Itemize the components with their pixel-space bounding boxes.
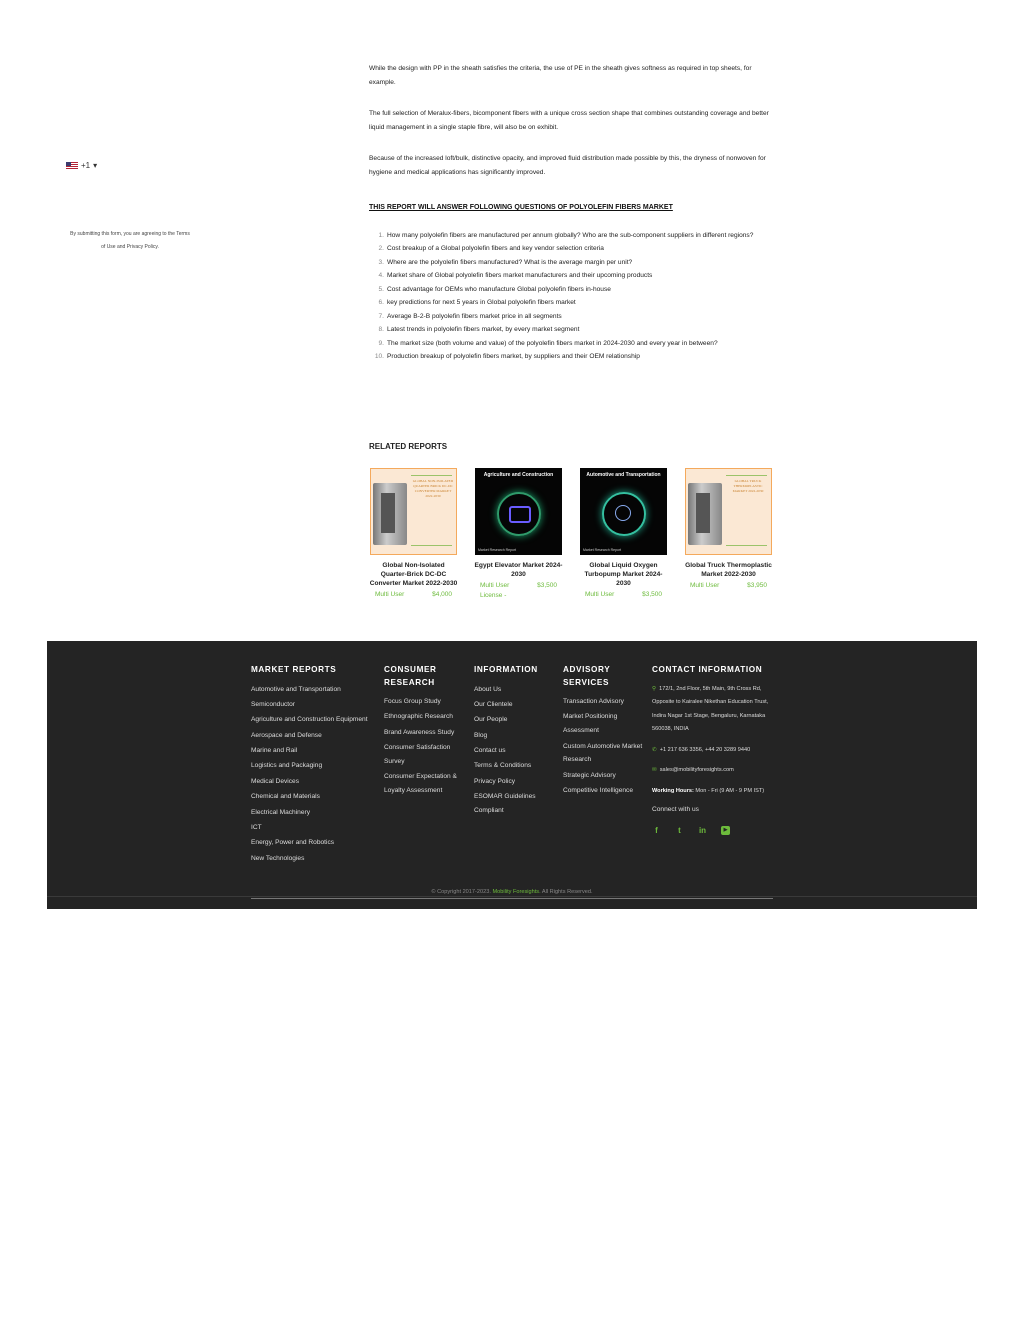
tractor-icon (497, 492, 541, 536)
footer-link[interactable]: Logistics and Packaging (251, 762, 323, 770)
contact-hours (652, 785, 774, 799)
article-paragraph: Because of the increased loft/bulk, distinctive opacity, and improved fluid distribution made possible by this, the dryness of nonwoven for hygiene and medical applications has significantly improved. (369, 155, 766, 176)
footer-divider (47, 896, 977, 897)
question-text: Latest trends in polyolefin fibers market, by every market segment (387, 326, 580, 333)
speedometer-icon (602, 492, 646, 536)
footer-divider (251, 898, 773, 899)
footer-link[interactable]: Consumer Satisfaction Survey (384, 744, 451, 765)
footer-heading: CONTACT INFORMATION (652, 665, 763, 674)
footer-link[interactable]: Our Clientele (474, 700, 513, 708)
location-icon: ⚲ (652, 685, 657, 692)
question-text: Cost advantage for OEMs who manufacture Global polyolefin fibers in-house (387, 285, 611, 293)
cover-divider (411, 475, 452, 476)
price: $3,950 (747, 582, 767, 589)
question-item (369, 242, 769, 256)
question-number: 3. (378, 258, 384, 266)
report-cover-image[interactable] (580, 468, 667, 555)
contact-address (652, 683, 774, 737)
question-item (369, 323, 769, 337)
report-card[interactable] (369, 468, 458, 610)
footer-link[interactable]: Transaction Advisory (563, 698, 624, 705)
truck-part-image (688, 483, 722, 545)
question-item (369, 350, 769, 364)
question-item (369, 310, 769, 324)
report-cover-image[interactable] (475, 468, 562, 555)
footer-link[interactable]: Custom Automotive Market Research (563, 742, 643, 764)
footer-link[interactable]: Blog (474, 731, 488, 739)
copyright (47, 889, 977, 895)
cover-footer: Market Research Report (478, 548, 517, 552)
question-text: Production breakup of polyolefin fibers market, by suppliers and their OEM relationship (387, 353, 640, 360)
question-text: Market share of Global polyolefin fibers market manufacturers and their upcoming products (387, 272, 653, 279)
connect-label: Connect with us (652, 806, 699, 813)
footer-link[interactable]: Chemical and Materials (251, 793, 320, 801)
cover-footer: Market Research Report (583, 548, 622, 552)
question-text: The market size (both volume and value) of the polyolefin fibers market in 2024-2030 and every year in between? (387, 339, 718, 347)
email-icon: ✉ (652, 767, 657, 773)
footer-link[interactable]: Market Positioning Assessment (563, 713, 618, 735)
converter-image (373, 483, 407, 545)
cover-divider (726, 475, 767, 476)
footer-link[interactable]: Automotive and Transportation (251, 685, 341, 693)
questions-heading: THIS REPORT WILL ANSWER FOLLOWING QUESTIONS OF POLYOLEFIN FIBERS MARKET (369, 204, 673, 211)
related-reports-title: RELATED REPORTS (369, 442, 448, 451)
report-card[interactable] (579, 468, 668, 610)
chevron-down-icon: ▾ (93, 161, 98, 170)
footer-link[interactable]: Brand Awareness Study (384, 728, 455, 736)
footer-link[interactable]: Ethnographic Research (384, 713, 453, 721)
questions-list (369, 229, 769, 364)
license-label[interactable]: License - (480, 592, 507, 599)
phone-text[interactable]: +1 217 636 3356, +44 20 3289 9440 (659, 746, 751, 753)
question-number: 8. (378, 326, 384, 333)
cover-category: Automotive and Transportation (586, 472, 661, 478)
price: $3,500 (537, 582, 557, 589)
report-card[interactable] (474, 468, 563, 610)
report-article (369, 62, 769, 364)
question-item (369, 283, 769, 297)
report-card-title[interactable]: Egypt Elevator Market 2024-2030 (474, 562, 563, 578)
question-number: 6. (378, 299, 384, 306)
footer-link[interactable]: Electrical Machinery (251, 808, 310, 816)
hours-text: Mon - Fri (9 AM - 9 PM IST) (695, 787, 765, 794)
footer-market-reports (251, 664, 371, 867)
footer-heading: CONSUMER RESEARCH (384, 665, 437, 687)
twitter-icon[interactable]: t (678, 826, 681, 835)
footer-link[interactable]: Energy, Power and Robotics (251, 839, 335, 847)
question-item (369, 256, 769, 270)
phone-code: +1 (81, 161, 91, 170)
question-item (369, 229, 769, 243)
report-card-extra (474, 592, 563, 599)
report-card[interactable] (684, 468, 773, 610)
cover-divider (411, 545, 452, 546)
footer-link[interactable]: Terms & Conditions (474, 762, 532, 770)
question-text: Average B-2-B polyolefin fibers market price in all segments (387, 312, 562, 320)
email-text[interactable]: sales@mobilityforesights.com (659, 767, 734, 773)
question-text: How many polyolefin fibers are manufactured per annum globally? Who are the sub-component suppliers in different regions? (387, 231, 754, 239)
cover-category: Agriculture and Construction (483, 472, 554, 478)
footer-contact-information (652, 664, 774, 835)
question-number: 7. (378, 312, 384, 320)
license-label[interactable]: Multi User (375, 591, 405, 598)
footer-link[interactable]: Medical Devices (251, 777, 300, 785)
report-card-title[interactable]: Global Truck Thermoplastic Market 2022-2030 (685, 562, 772, 578)
phone-country-select[interactable] (66, 161, 97, 170)
question-number: 5. (378, 285, 384, 293)
report-card-price-row (684, 582, 773, 589)
cover-text: GLOBAL NON-ISOLATED QUARTER BRICK DC-DC CONVERTER MARKET 2022-2030 (412, 479, 454, 498)
phone-icon: ✆ (652, 746, 657, 753)
report-card-price-row (369, 591, 458, 598)
us-flag-icon (66, 162, 78, 169)
license-label[interactable]: Multi User (690, 582, 720, 589)
footer-link[interactable]: Competitive Intelligence (563, 787, 634, 795)
footer-information (474, 664, 554, 819)
footer-link[interactable]: Strategic Advisory (563, 771, 616, 779)
hours-label: Working Hours: (652, 787, 694, 794)
footer-link[interactable]: Our People (474, 716, 508, 724)
copyright-text: © Copyright 2017-2023. (431, 889, 491, 895)
contact-phone[interactable] (652, 744, 774, 758)
report-cover-image[interactable] (685, 468, 772, 555)
question-number: 10. (374, 353, 384, 360)
facebook-icon[interactable]: f (655, 826, 658, 835)
question-text: Cost breakup of a Global polyolefin fibers and key vendor selection criteria (387, 245, 604, 252)
question-item (369, 269, 769, 283)
footer-link[interactable]: Semiconductor (251, 700, 295, 708)
social-links (652, 826, 774, 835)
footer-link[interactable]: ICT (251, 824, 262, 832)
related-reports-carousel (369, 468, 773, 610)
footer-link[interactable]: Marine and Rail (251, 747, 298, 755)
footer-link[interactable]: Aerospace and Defense (251, 731, 322, 739)
footer-consumer-research (384, 664, 464, 800)
question-number: 9. (378, 339, 384, 347)
footer-link[interactable]: Contact us (474, 747, 506, 755)
cover-divider (726, 545, 767, 546)
copyright-text: All Rights Reserved. (541, 889, 593, 895)
site-footer (47, 641, 977, 909)
report-card-price-row (579, 591, 668, 598)
address-text: 172/1, 2nd Floor, 5th Main, 9th Cross Rd, Opposite to Kairalee Nikethan Education Trust, Indira Nagar 1st Stage, Bengaluru, Karnataka 560038, INDIA (652, 685, 769, 732)
contact-email[interactable] (652, 764, 774, 778)
question-text: key predictions for next 5 years in Global polyolefin fibers market (387, 299, 576, 306)
question-number: 2. (378, 245, 384, 252)
footer-link[interactable]: New Technologies (251, 854, 305, 862)
report-cover-image[interactable] (370, 468, 457, 555)
footer-heading: INFORMATION (474, 665, 538, 674)
linkedin-icon[interactable]: in (698, 826, 707, 835)
footer-advisory-services (563, 664, 643, 800)
footer-link[interactable]: About Us (474, 685, 502, 693)
footer-heading: ADVISORY SERVICES (563, 665, 611, 687)
footer-link[interactable]: Focus Group Study (384, 698, 441, 705)
footer-link[interactable]: Privacy Policy (474, 777, 516, 785)
cover-text: GLOBAL TRUCK THERMOPLASTIC MARKET 2022-2030 (732, 479, 764, 493)
report-card-price-row (474, 582, 563, 589)
footer-link[interactable]: Consumer Expectation & Loyalty Assessment (384, 773, 457, 795)
brand-link[interactable]: Mobility Foresights. (492, 889, 541, 895)
question-number: 1. (378, 231, 384, 239)
price: $3,500 (642, 591, 662, 598)
license-label[interactable]: Multi User (480, 582, 510, 589)
question-text: Where are the polyolefin fibers manufactured? What is the average margin per unit? (387, 258, 633, 266)
youtube-icon[interactable]: ▶ (721, 826, 730, 835)
question-number: 4. (378, 272, 384, 279)
article-paragraph: While the design with PP in the sheath satisfies the criteria, the use of PE in the sheath gives softness as required in top sheets, for example. (369, 65, 752, 86)
footer-heading: MARKET REPORTS (251, 665, 337, 674)
article-paragraph: The full selection of Meralux-fibers, bicomponent fibers with a unique cross section shape that combines outstanding coverage and better liquid management in a single staple fibre, will also be on exhibit. (369, 110, 769, 131)
footer-link[interactable]: ESOMAR Guidelines Compliant (474, 793, 536, 815)
license-label[interactable]: Multi User (585, 591, 615, 598)
report-card-title[interactable]: Global Liquid Oxygen Turbopump Market 2024-2030 (584, 562, 663, 587)
price: $4,000 (432, 591, 452, 598)
consent-text: By submitting this form, you are agreeing to the Terms of Use and Privacy Policy. (70, 231, 190, 250)
footer-link[interactable]: Agriculture and Construction Equipment (251, 716, 368, 724)
question-item (369, 296, 769, 310)
question-item (369, 337, 769, 351)
report-card-title[interactable]: Global Non-Isolated Quarter-Brick DC-DC Converter Market 2022-2030 (369, 562, 458, 587)
